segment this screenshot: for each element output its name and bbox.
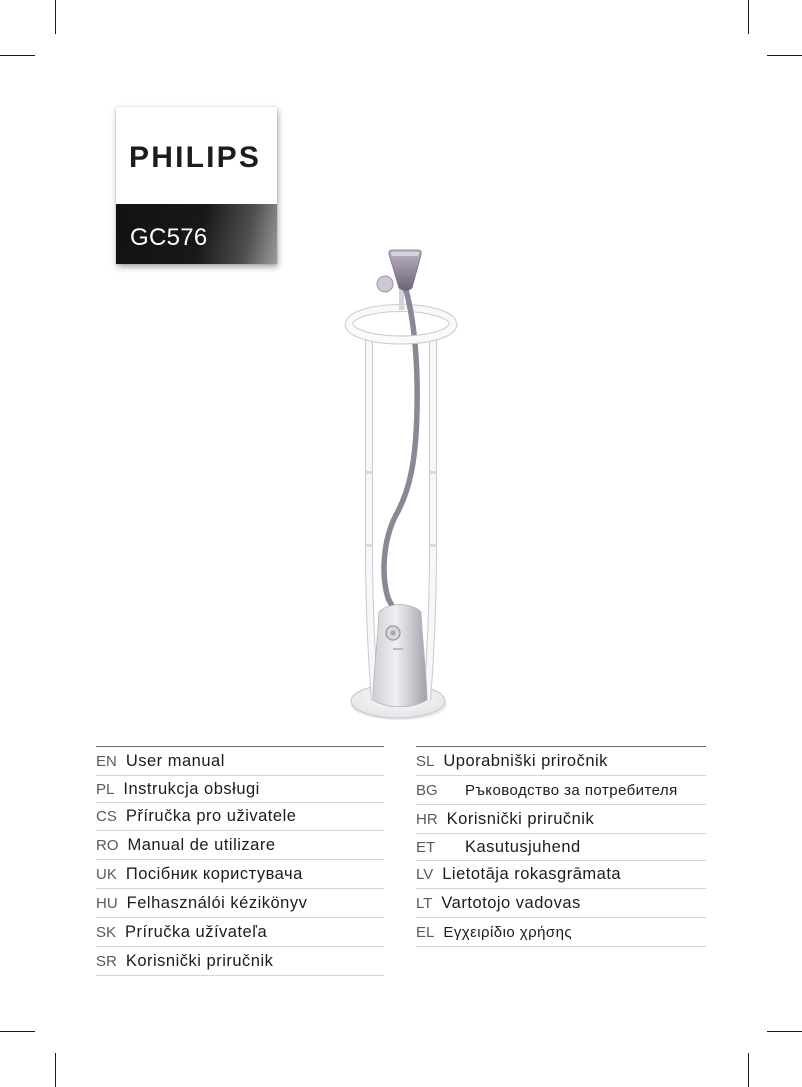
- language-code: SR: [96, 952, 117, 970]
- philips-logo: PHILIPS: [129, 141, 262, 174]
- steamer-hanger-front: [349, 324, 453, 340]
- crop-mark-bottom-right-vertical: [748, 1053, 749, 1087]
- manual-title: Vartotojo vadovas: [441, 893, 581, 912]
- language-code: BG: [416, 781, 438, 799]
- manual-title: Příručka pro uživatele: [125, 807, 297, 825]
- brand-logo-box: [116, 107, 277, 264]
- language-code: EN: [96, 752, 117, 770]
- crop-mark-bottom-right-horizontal: [767, 1031, 802, 1032]
- manual-title: Kasutusjuhend: [465, 837, 581, 856]
- language-list-left: [96, 746, 384, 976]
- steamer-pole-joint: [430, 471, 437, 474]
- language-row-hu: [96, 889, 384, 918]
- language-row-sr: [96, 947, 384, 976]
- crop-mark-bottom-left-vertical: [55, 1053, 56, 1087]
- language-code: SL: [416, 752, 435, 770]
- steamer-head: [389, 250, 421, 291]
- manual-title: Uporabniški priročnik: [443, 751, 608, 770]
- language-row-lt: [416, 889, 706, 918]
- manual-title: Εγχειρίδιο χρήσης: [443, 923, 573, 941]
- language-code: LV: [416, 866, 434, 883]
- garment-steamer-illustration: [330, 240, 470, 730]
- steamer-dial-center: [391, 631, 396, 636]
- language-list-right: [416, 746, 706, 947]
- language-code: ET: [416, 838, 436, 856]
- language-row-bg: [416, 776, 706, 805]
- language-row-sl: [416, 747, 706, 776]
- model-number: GC576: [130, 224, 208, 251]
- steamer-pole-right: [427, 336, 433, 700]
- language-code: PL: [96, 780, 115, 798]
- language-row-lv: [416, 861, 706, 889]
- model-band: [116, 204, 277, 264]
- manual-title: Príručka užívateľa: [125, 922, 268, 941]
- steamer-pole-joint: [366, 471, 373, 474]
- crop-mark-top-left-vertical: [55, 0, 56, 34]
- language-code: SK: [96, 923, 117, 941]
- language-code: HR: [416, 810, 438, 828]
- language-row-en: [96, 747, 384, 776]
- steamer-head-knob: [377, 276, 393, 292]
- manual-title: Посібник користувача: [125, 864, 303, 883]
- language-code: UK: [96, 865, 117, 883]
- language-row-uk: [96, 860, 384, 889]
- language-code: RO: [96, 836, 119, 854]
- steamer-body: [373, 605, 427, 707]
- manual-title: Ръководство за потребителя: [465, 781, 678, 799]
- language-row-et: [416, 834, 706, 861]
- language-row-pl: [96, 776, 384, 803]
- steamer-pole-joint: [366, 544, 373, 547]
- language-row-sk: [96, 918, 384, 947]
- language-row-hr: [416, 805, 706, 834]
- language-row-ro: [96, 831, 384, 860]
- crop-mark-top-right-horizontal: [767, 55, 802, 56]
- crop-mark-top-right-vertical: [748, 0, 749, 34]
- crop-mark-top-left-horizontal: [0, 55, 35, 56]
- language-code: EL: [416, 923, 435, 941]
- steamer-brand-mark: [393, 648, 403, 650]
- language-row-cs: [96, 803, 384, 831]
- manual-title: User manual: [125, 751, 225, 770]
- steamer-head-top-highlight: [391, 252, 419, 256]
- language-code: LT: [416, 894, 433, 912]
- steamer-head-stem: [399, 288, 404, 310]
- crop-mark-bottom-left-horizontal: [0, 1031, 35, 1032]
- manual-title: Lietotāja rokasgrāmata: [442, 865, 622, 883]
- steamer-pole-joint: [430, 544, 437, 547]
- language-code: HU: [96, 894, 118, 912]
- manual-title: Korisnički priručnik: [125, 951, 274, 970]
- manual-title: Manual de utilizare: [127, 835, 276, 854]
- steamer-pole-left: [369, 336, 375, 700]
- language-row-el: [416, 918, 706, 947]
- manual-title: Instrukcja obsługi: [123, 779, 260, 798]
- language-code: CS: [96, 808, 117, 825]
- manual-title: Korisnički priručnik: [446, 809, 595, 828]
- manual-title: Felhasználói kézikönyv: [126, 893, 308, 912]
